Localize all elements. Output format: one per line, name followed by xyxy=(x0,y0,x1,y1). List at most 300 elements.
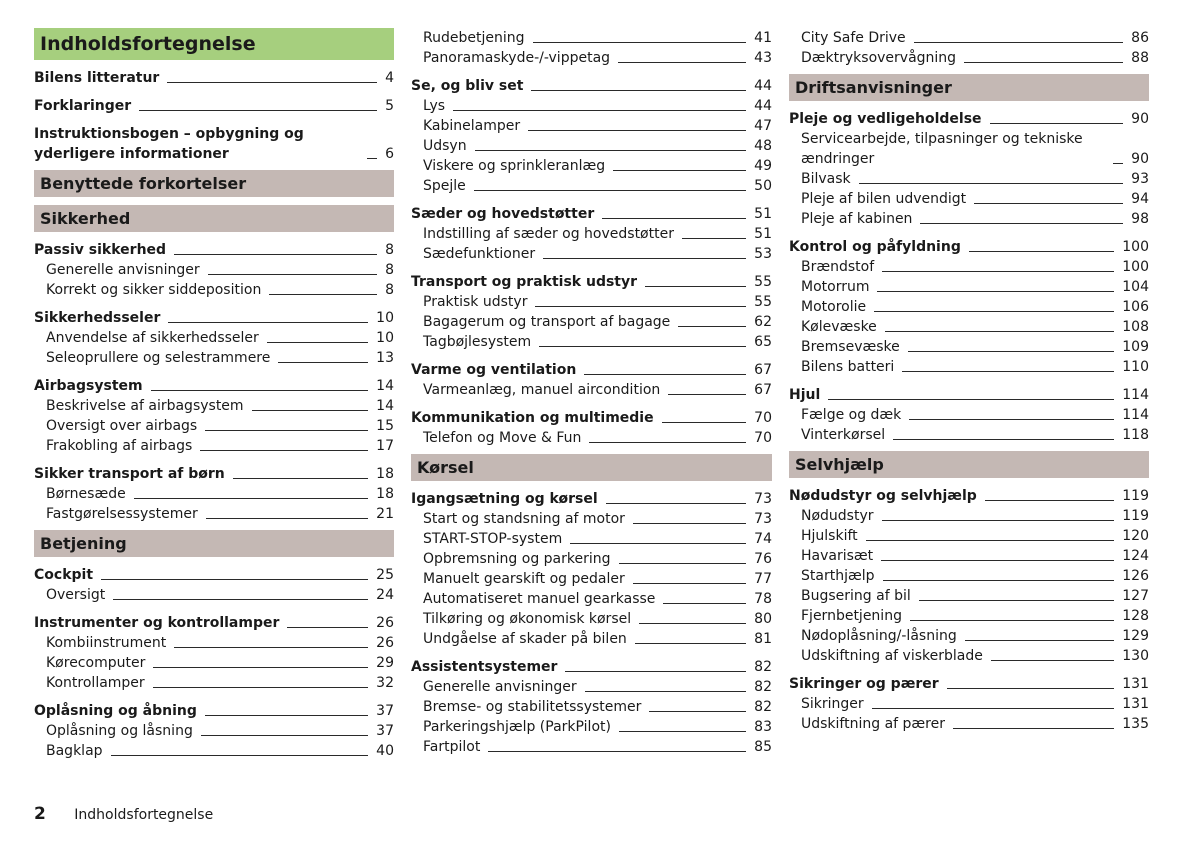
toc-entry-label: Generelle anvisninger xyxy=(423,679,577,695)
toc-page-number: 29 xyxy=(376,655,394,671)
toc-page-number: 49 xyxy=(754,158,772,174)
toc-leader-line xyxy=(663,603,746,604)
toc-subentry[interactable] xyxy=(34,416,394,436)
toc-leader-line xyxy=(153,687,368,688)
toc-page-number: 44 xyxy=(754,98,772,114)
toc-page-number: 114 xyxy=(1122,387,1149,403)
toc-leader-line xyxy=(174,254,377,255)
toc-leader-line xyxy=(535,306,746,307)
toc-page-number: 14 xyxy=(376,378,394,394)
toc-entry-label: Udskiftning af pærer xyxy=(801,716,945,732)
toc-leader-line xyxy=(885,331,1114,332)
toc-leader-line xyxy=(682,238,746,239)
toc-entry-label: Vinterkørsel xyxy=(801,427,886,443)
toc-entry-label: Bagagerum og transport af bagage xyxy=(423,314,671,330)
toc-leader-line xyxy=(645,286,746,287)
toc-chapter-entry[interactable] xyxy=(411,408,772,428)
toc-leader-line xyxy=(866,540,1115,541)
toc-subentry[interactable] xyxy=(34,721,394,741)
toc-subentry[interactable] xyxy=(411,292,772,312)
toc-page-number: 13 xyxy=(376,350,394,366)
toc-entry-label: Sikker transport af børn xyxy=(34,466,225,482)
toc-subentry[interactable] xyxy=(411,224,772,244)
toc-page-number: 93 xyxy=(1131,171,1149,187)
toc-chapter-entry[interactable] xyxy=(789,237,1149,257)
toc-entry-label: Parkeringshjælp (ParkPilot) xyxy=(423,719,611,735)
toc-subentry[interactable] xyxy=(411,589,772,609)
toc-page-number: 119 xyxy=(1122,488,1149,504)
toc-entry-label: Korrekt og sikker siddeposition xyxy=(46,282,262,298)
toc-page-number: 18 xyxy=(376,486,394,502)
toc-leader-line xyxy=(619,731,746,732)
toc-entry-label: Automatiseret manuel gearkasse xyxy=(423,591,656,607)
toc-subentry[interactable] xyxy=(34,484,394,504)
toc-page-number: 21 xyxy=(376,506,394,522)
toc-leader-line xyxy=(101,579,368,580)
toc-page-number: 127 xyxy=(1122,588,1149,604)
toc-subentry[interactable] xyxy=(789,646,1149,666)
toc-leader-line xyxy=(531,90,746,91)
toc-entry-label: Passiv sikkerhed xyxy=(34,242,167,258)
toc-entry-label: Kontrollamper xyxy=(46,675,145,691)
toc-entry-label: Fastgørelsessystemer xyxy=(46,506,198,522)
toc-chapter-entry[interactable] xyxy=(34,240,394,260)
toc-subentry[interactable] xyxy=(411,136,772,156)
toc-entry-label: Nødudstyr og selvhjælp xyxy=(789,488,977,504)
toc-entry-label: Oversigt over airbags xyxy=(46,418,198,434)
toc-leader-line xyxy=(111,755,369,756)
toc-leader-line xyxy=(151,390,369,391)
toc-leader-line xyxy=(639,623,746,624)
toc-page-number: 110 xyxy=(1122,359,1149,375)
toc-subentry[interactable] xyxy=(411,312,772,332)
toc-entry-label: Kabinelamper xyxy=(423,118,521,134)
toc-leader-line xyxy=(947,688,1115,689)
toc-leader-line xyxy=(618,62,746,63)
toc-leader-line xyxy=(585,691,747,692)
toc-page-number: 24 xyxy=(376,587,394,603)
toc-leader-line xyxy=(201,735,368,736)
toc-leader-line xyxy=(969,251,1114,252)
toc-entry-label: Pleje og vedligeholdelse xyxy=(789,111,982,127)
toc-page-number: 67 xyxy=(754,362,772,378)
toc-leader-line xyxy=(882,520,1115,521)
toc-entry-label: Tilkøring og økonomisk kørsel xyxy=(423,611,632,627)
toc-subentry[interactable] xyxy=(789,714,1149,734)
toc-leader-line xyxy=(985,500,1114,501)
toc-entry-label: Telefon og Move & Fun xyxy=(423,430,582,446)
toc-page-number: 65 xyxy=(754,334,772,350)
toc-page-number: 14 xyxy=(376,398,394,414)
toc-page-number: 128 xyxy=(1122,608,1149,624)
toc-entry-label: Kølevæske xyxy=(801,319,877,335)
toc-entry-label: Bremsevæske xyxy=(801,339,900,355)
toc-page-number: 73 xyxy=(754,491,772,507)
toc-leader-line xyxy=(635,643,746,644)
toc-entry-label: Cockpit xyxy=(34,567,94,583)
toc-page-number: 131 xyxy=(1122,676,1149,692)
toc-page-number: 124 xyxy=(1122,548,1149,564)
toc-leader-line xyxy=(633,523,746,524)
toc-subentry[interactable] xyxy=(789,506,1149,526)
toc-leader-line xyxy=(908,351,1115,352)
toc-leader-line xyxy=(570,543,746,544)
toc-page-number: 78 xyxy=(754,591,772,607)
toc-entry-label: Udsyn xyxy=(423,138,467,154)
toc-entry-label: Pleje af bilen udvendigt xyxy=(801,191,967,207)
toc-leader-line xyxy=(367,158,377,159)
toc-leader-line xyxy=(533,42,747,43)
section-header: Selvhjælp xyxy=(789,451,1149,478)
toc-entry-label: Lys xyxy=(423,98,446,114)
toc-entry-label: Motorrum xyxy=(801,279,870,295)
toc-leader-line xyxy=(872,708,1115,709)
toc-subentry[interactable] xyxy=(34,348,394,368)
toc-chapter-entry[interactable] xyxy=(34,68,394,88)
toc-leader-line xyxy=(919,600,1115,601)
toc-page-number: 83 xyxy=(754,719,772,735)
toc-page-number: 100 xyxy=(1122,259,1149,275)
toc-entry-label: Dæktryksovervågning xyxy=(801,50,957,66)
toc-subentry[interactable] xyxy=(789,169,1149,189)
toc-chapter-entry[interactable] xyxy=(411,76,772,96)
toc-chapter-entry[interactable] xyxy=(411,489,772,509)
toc-page-number: 37 xyxy=(376,723,394,739)
toc-column-1 xyxy=(34,28,394,761)
toc-subentry[interactable] xyxy=(411,697,772,717)
toc-entry-label: Oplåsning og låsning xyxy=(46,723,193,739)
toc-page-number: 51 xyxy=(754,226,772,242)
toc-page-number: 98 xyxy=(1131,211,1149,227)
toc-page-number: 126 xyxy=(1122,568,1149,584)
toc-leader-line xyxy=(991,660,1114,661)
toc-entry-label: Indstilling af sæder og hovedstøtter xyxy=(423,226,674,242)
toc-subentry[interactable] xyxy=(411,737,772,757)
toc-subentry[interactable] xyxy=(789,606,1149,626)
toc-page-number: 76 xyxy=(754,551,772,567)
toc-page-number: 88 xyxy=(1131,50,1149,66)
toc-entry-label: Bagklap xyxy=(46,743,103,759)
toc-subentry[interactable] xyxy=(411,244,772,264)
toc-chapter-entry[interactable] xyxy=(34,124,394,164)
toc-chapter-entry[interactable] xyxy=(789,674,1149,694)
toc-page-number: 17 xyxy=(376,438,394,454)
toc-subentry[interactable] xyxy=(411,380,772,400)
toc-page-number: 90 xyxy=(1131,151,1149,167)
toc-leader-line xyxy=(881,560,1114,561)
toc-page-number: 70 xyxy=(754,410,772,426)
toc-subentry[interactable] xyxy=(34,280,394,300)
toc-page-number: 130 xyxy=(1122,648,1149,664)
toc-leader-line xyxy=(488,751,746,752)
toc-entry-label: Se, og bliv set xyxy=(411,78,524,94)
toc-page-number: 62 xyxy=(754,314,772,330)
toc-page-number: 10 xyxy=(376,330,394,346)
toc-leader-line xyxy=(668,394,746,395)
toc-column-3 xyxy=(789,28,1149,734)
toc-subentry[interactable] xyxy=(411,529,772,549)
toc-subentry[interactable] xyxy=(411,28,772,48)
toc-page-number: 53 xyxy=(754,246,772,262)
toc-entry-label: Sæder og hovedstøtter xyxy=(411,206,595,222)
toc-page-number: 51 xyxy=(754,206,772,222)
toc-entry-label: Varme og ventilation xyxy=(411,362,577,378)
toc-leader-line xyxy=(287,627,368,628)
toc-subentry[interactable] xyxy=(789,626,1149,646)
toc-entry-label: Beskrivelse af airbagsystem xyxy=(46,398,244,414)
toc-entry-label: Hjulskift xyxy=(801,528,858,544)
toc-page-number: 114 xyxy=(1122,407,1149,423)
toc-page-number: 32 xyxy=(376,675,394,691)
toc-leader-line xyxy=(269,294,377,295)
toc-chapter-entry[interactable] xyxy=(34,96,394,116)
toc-subentry[interactable] xyxy=(789,546,1149,566)
page-number: 2 xyxy=(34,804,46,824)
toc-page-number: 86 xyxy=(1131,30,1149,46)
toc-subentry[interactable] xyxy=(789,526,1149,546)
toc-entry-label: Havarisæt xyxy=(801,548,874,564)
toc-leader-line xyxy=(174,647,368,648)
toc-entry-label: Instrumenter og kontrollamper xyxy=(34,615,280,631)
toc-page-number: 108 xyxy=(1122,319,1149,335)
toc-leader-line xyxy=(953,728,1114,729)
toc-entry-label: START-STOP-system xyxy=(423,531,563,547)
toc-leader-line xyxy=(278,362,368,363)
toc-entry-label: Rudebetjening xyxy=(423,30,525,46)
toc-entry-label: Fælge og dæk xyxy=(801,407,902,423)
toc-leader-line xyxy=(565,671,746,672)
toc-subentry[interactable] xyxy=(789,566,1149,586)
toc-page-number: 43 xyxy=(754,50,772,66)
toc-leader-line xyxy=(859,183,1124,184)
toc-subentry[interactable] xyxy=(789,257,1149,277)
toc-leader-line xyxy=(205,430,368,431)
toc-subentry[interactable] xyxy=(34,436,394,456)
toc-leader-line xyxy=(539,346,746,347)
toc-leader-line xyxy=(619,563,747,564)
section-header: Sikkerhed xyxy=(34,205,394,232)
toc-page-number: 50 xyxy=(754,178,772,194)
toc-page-number: 4 xyxy=(385,70,394,86)
toc-leader-line xyxy=(252,410,369,411)
toc-page-number: 109 xyxy=(1122,339,1149,355)
toc-subentry[interactable] xyxy=(411,332,772,352)
section-header: Driftsanvisninger xyxy=(789,74,1149,101)
toc-page-number: 5 xyxy=(385,98,394,114)
toc-entry-label: Servicearbejde, tilpasninger og tekniske ændringer xyxy=(801,131,1083,167)
toc-page-number: 131 xyxy=(1122,696,1149,712)
toc-subentry[interactable] xyxy=(411,96,772,116)
toc-page-number: 104 xyxy=(1122,279,1149,295)
toc-leader-line xyxy=(883,580,1115,581)
toc-page-number: 77 xyxy=(754,571,772,587)
toc-page-number: 100 xyxy=(1122,239,1149,255)
toc-leader-line xyxy=(910,620,1114,621)
toc-page-number: 120 xyxy=(1122,528,1149,544)
toc-page-number: 41 xyxy=(754,30,772,46)
toc-leader-line xyxy=(475,150,747,151)
toc-page-number: 70 xyxy=(754,430,772,446)
toc-chapter-entry[interactable] xyxy=(34,613,394,633)
toc-leader-line xyxy=(200,450,368,451)
toc-page-number: 118 xyxy=(1122,427,1149,443)
toc-entry-label: Fartpilot xyxy=(423,739,481,755)
toc-page-number: 90 xyxy=(1131,111,1149,127)
toc-entry-label: Manuelt gearskift og pedaler xyxy=(423,571,625,587)
toc-page-number: 135 xyxy=(1122,716,1149,732)
toc-subentry[interactable] xyxy=(411,116,772,136)
toc-subentry[interactable] xyxy=(34,504,394,524)
toc-subentry[interactable] xyxy=(34,741,394,761)
toc-subentry[interactable] xyxy=(789,425,1149,445)
toc-chapter-entry[interactable] xyxy=(34,308,394,328)
toc-subentry[interactable] xyxy=(411,176,772,196)
toc-page-number: 73 xyxy=(754,511,772,527)
toc-subentry[interactable] xyxy=(411,569,772,589)
toc-leader-line xyxy=(1113,163,1123,164)
toc-entry-label: Instruktionsbogen – opbygning og yderligere informationer xyxy=(34,126,304,162)
toc-leader-line xyxy=(662,422,747,423)
toc-chapter-entry[interactable] xyxy=(411,272,772,292)
toc-subentry[interactable] xyxy=(789,694,1149,714)
toc-chapter-entry[interactable] xyxy=(411,657,772,677)
toc-subentry[interactable] xyxy=(789,357,1149,377)
toc-leader-line xyxy=(113,599,368,600)
toc-entry-label: Igangsætning og kørsel xyxy=(411,491,598,507)
toc-entry-label: Bilens litteratur xyxy=(34,70,160,86)
toc-page-number: 94 xyxy=(1131,191,1149,207)
toc-entry-label: Oplåsning og åbning xyxy=(34,703,197,719)
toc-page-number: 55 xyxy=(754,274,772,290)
toc-leader-line xyxy=(874,311,1114,312)
toc-subentry[interactable] xyxy=(789,48,1149,68)
toc-subentry[interactable] xyxy=(411,717,772,737)
toc-subentry[interactable] xyxy=(789,277,1149,297)
toc-page-number: 40 xyxy=(376,743,394,759)
toc-entry-label: Starthjælp xyxy=(801,568,875,584)
toc-leader-line xyxy=(914,42,1124,43)
toc-page-number: 18 xyxy=(376,466,394,482)
toc-subentry[interactable] xyxy=(789,297,1149,317)
toc-entry-label: Seleoprullere og selestrammere xyxy=(46,350,271,366)
toc-leader-line xyxy=(678,326,746,327)
toc-page-number: 81 xyxy=(754,631,772,647)
toc-entry-label: Sikringer xyxy=(801,696,864,712)
toc-chapter-entry[interactable] xyxy=(411,204,772,224)
toc-leader-line xyxy=(453,110,746,111)
toc-leader-line xyxy=(606,503,747,504)
toc-page-number: 8 xyxy=(385,282,394,298)
toc-chapter-entry[interactable] xyxy=(34,376,394,396)
toc-subentry[interactable] xyxy=(411,428,772,448)
toc-page-number: 85 xyxy=(754,739,772,755)
toc-entry-label: Spejle xyxy=(423,178,466,194)
toc-chapter-entry[interactable] xyxy=(411,360,772,380)
toc-entry-label: Bilvask xyxy=(801,171,851,187)
toc-subentry[interactable] xyxy=(789,405,1149,425)
toc-leader-line xyxy=(964,62,1123,63)
toc-subentry[interactable] xyxy=(789,317,1149,337)
toc-chapter-entry[interactable] xyxy=(789,486,1149,506)
toc-subentry[interactable] xyxy=(789,129,1149,169)
toc-page-number: 6 xyxy=(385,146,394,162)
toc-page-number: 47 xyxy=(754,118,772,134)
toc-subentry[interactable] xyxy=(34,585,394,605)
toc-leader-line xyxy=(543,258,746,259)
toc-page-number: 8 xyxy=(385,262,394,278)
toc-subentry[interactable] xyxy=(411,156,772,176)
section-header: Kørsel xyxy=(411,454,772,481)
toc-entry-label: Bugsering af bil xyxy=(801,588,911,604)
toc-subentry[interactable] xyxy=(411,629,772,649)
toc-entry-label: Børnesæde xyxy=(46,486,126,502)
toc-subentry[interactable] xyxy=(34,633,394,653)
toc-entry-label: Start og standsning af motor xyxy=(423,511,625,527)
toc-subentry[interactable] xyxy=(789,337,1149,357)
toc-subentry[interactable] xyxy=(789,586,1149,606)
toc-leader-line xyxy=(205,715,368,716)
toc-subentry[interactable] xyxy=(411,677,772,697)
toc-entry-label: Forklaringer xyxy=(34,98,132,114)
toc-chapter-entry[interactable] xyxy=(789,109,1149,129)
toc-chapter-entry[interactable] xyxy=(34,464,394,484)
toc-entry-label: Kontrol og påfyldning xyxy=(789,239,961,255)
toc-subentry[interactable] xyxy=(411,549,772,569)
toc-entry-label: Udskiftning af viskerblade xyxy=(801,648,983,664)
toc-subentry[interactable] xyxy=(789,28,1149,48)
toc-leader-line xyxy=(990,123,1124,124)
toc-page-number: 82 xyxy=(754,659,772,675)
toc-subentry[interactable] xyxy=(34,396,394,416)
toc-subentry[interactable] xyxy=(34,328,394,348)
toc-subentry[interactable] xyxy=(411,509,772,529)
toc-subentry[interactable] xyxy=(34,653,394,673)
toc-entry-label: Kombiinstrument xyxy=(46,635,167,651)
toc-subentry[interactable] xyxy=(34,260,394,280)
toc-leader-line xyxy=(649,711,746,712)
toc-page-number: 48 xyxy=(754,138,772,154)
toc-leader-line xyxy=(902,371,1114,372)
toc-entry-label: Motorolie xyxy=(801,299,867,315)
toc-chapter-entry[interactable] xyxy=(34,565,394,585)
toc-leader-line xyxy=(584,374,746,375)
toc-entry-label: Kørecomputer xyxy=(46,655,146,671)
toc-leader-line xyxy=(589,442,746,443)
toc-leader-line xyxy=(877,291,1114,292)
toc-leader-line xyxy=(613,170,746,171)
toc-subentry[interactable] xyxy=(34,673,394,693)
page-footer xyxy=(34,804,213,824)
toc-leader-line xyxy=(893,439,1114,440)
toc-subentry[interactable] xyxy=(789,209,1149,229)
toc-entry-label: Pleje af kabinen xyxy=(801,211,913,227)
toc-entry-label: Generelle anvisninger xyxy=(46,262,200,278)
section-header: Betjening xyxy=(34,530,394,557)
toc-leader-line xyxy=(153,667,368,668)
toc-entry-label: Transport og praktisk udstyr xyxy=(411,274,638,290)
toc-subentry[interactable] xyxy=(411,48,772,68)
toc-entry-label: Nødoplåsning/-låsning xyxy=(801,628,957,644)
toc-chapter-entry[interactable] xyxy=(34,701,394,721)
toc-entry-label: Assistentsystemer xyxy=(411,659,558,675)
toc-subentry[interactable] xyxy=(789,189,1149,209)
toc-chapter-entry[interactable] xyxy=(789,385,1149,405)
toc-page-number: 67 xyxy=(754,382,772,398)
toc-entry-label: Praktisk udstyr xyxy=(423,294,528,310)
toc-page-number: 10 xyxy=(376,310,394,326)
toc-subentry[interactable] xyxy=(411,609,772,629)
toc-leader-line xyxy=(474,190,746,191)
